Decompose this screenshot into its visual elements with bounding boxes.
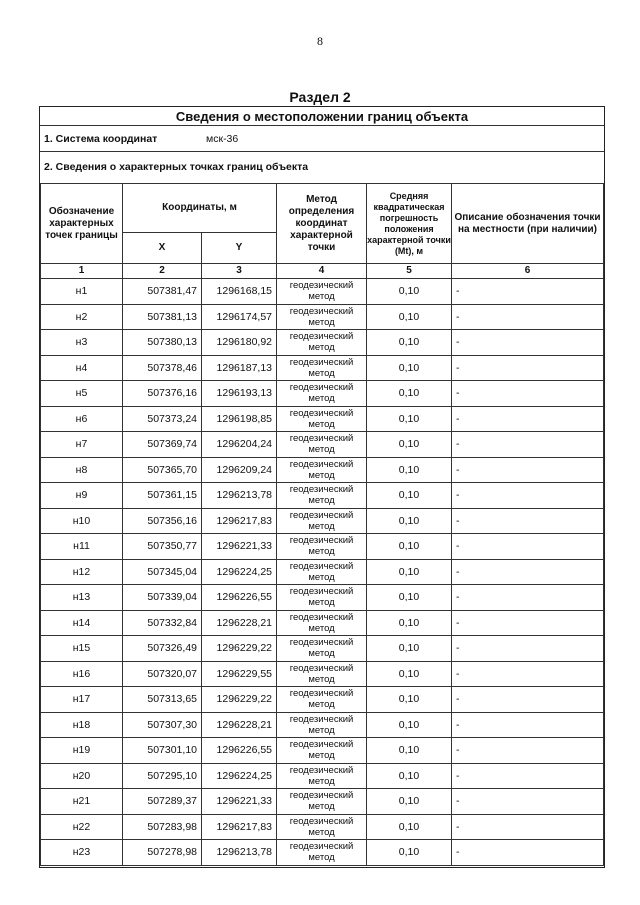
- mt-value-cell: 0,10: [367, 279, 452, 305]
- method-cell: геодезический метод: [277, 330, 367, 356]
- method-cell: геодезический метод: [277, 355, 367, 381]
- x-coord-cell: 507373,24: [123, 406, 202, 432]
- boundary-form: [39, 106, 605, 868]
- col-method-header: Метод определения координат характерной точки: [277, 184, 367, 264]
- mt-value-cell: 0,10: [367, 534, 452, 560]
- col-designation-header: Обозначение характерных точек границы: [41, 184, 123, 264]
- section-title: Раздел 2: [289, 89, 351, 105]
- table-row: [41, 738, 604, 764]
- x-coord-cell: 507307,30: [123, 712, 202, 738]
- point-id-cell: н23: [41, 840, 123, 866]
- table-row: [41, 406, 604, 432]
- table-body: [41, 279, 604, 866]
- point-id-cell: н22: [41, 814, 123, 840]
- description-cell: -: [452, 712, 604, 738]
- mt-value-cell: 0,10: [367, 738, 452, 764]
- mt-value-cell: 0,10: [367, 763, 452, 789]
- point-id-cell: н16: [41, 661, 123, 687]
- table-row: [41, 432, 604, 458]
- point-id-cell: н6: [41, 406, 123, 432]
- x-coord-cell: 507339,04: [123, 585, 202, 611]
- x-coord-cell: 507295,10: [123, 763, 202, 789]
- y-coord-cell: 1296217,83: [202, 508, 277, 534]
- y-coord-cell: 1296221,33: [202, 534, 277, 560]
- description-cell: -: [452, 763, 604, 789]
- y-coord-cell: 1296198,85: [202, 406, 277, 432]
- mt-value-cell: 0,10: [367, 585, 452, 611]
- y-coord-cell: 1296168,15: [202, 279, 277, 305]
- method-cell: геодезический метод: [277, 712, 367, 738]
- mt-value-cell: 0,10: [367, 406, 452, 432]
- table-row: [41, 814, 604, 840]
- x-coord-cell: 507361,15: [123, 483, 202, 509]
- point-id-cell: н12: [41, 559, 123, 585]
- x-coord-cell: 507320,07: [123, 661, 202, 687]
- y-coord-cell: 1296224,25: [202, 763, 277, 789]
- x-coord-cell: 507378,46: [123, 355, 202, 381]
- y-coord-cell: 1296221,33: [202, 789, 277, 815]
- method-cell: геодезический метод: [277, 687, 367, 713]
- col-error-header: Средняя квадратическая погрешность положения характерной точки (Mt), м: [367, 184, 452, 264]
- y-coord-cell: 1296226,55: [202, 738, 277, 764]
- mt-value-cell: 0,10: [367, 636, 452, 662]
- table-row: [41, 687, 604, 713]
- description-cell: -: [452, 406, 604, 432]
- mt-value-cell: 0,10: [367, 840, 452, 866]
- description-cell: -: [452, 508, 604, 534]
- col-description-header: Описание обозначения точки на местности (при наличии): [452, 184, 604, 264]
- mt-value-cell: 0,10: [367, 559, 452, 585]
- col-y-header: Y: [202, 233, 277, 264]
- point-id-cell: н19: [41, 738, 123, 764]
- method-cell: геодезический метод: [277, 457, 367, 483]
- mt-value-cell: 0,10: [367, 432, 452, 458]
- table-row: [41, 279, 604, 305]
- method-cell: геодезический метод: [277, 381, 367, 407]
- method-cell: геодезический метод: [277, 789, 367, 815]
- table-row: [41, 610, 604, 636]
- description-cell: -: [452, 687, 604, 713]
- col-x-header: X: [123, 233, 202, 264]
- y-coord-cell: 1296228,21: [202, 610, 277, 636]
- column-number: 2: [123, 264, 202, 279]
- x-coord-cell: 507381,47: [123, 279, 202, 305]
- method-cell: геодезический метод: [277, 432, 367, 458]
- description-cell: -: [452, 534, 604, 560]
- y-coord-cell: 1296213,78: [202, 483, 277, 509]
- point-id-cell: н3: [41, 330, 123, 356]
- description-cell: -: [452, 330, 604, 356]
- y-coord-cell: 1296174,57: [202, 304, 277, 330]
- column-number: 6: [452, 264, 604, 279]
- description-cell: -: [452, 483, 604, 509]
- mt-value-cell: 0,10: [367, 789, 452, 815]
- table-row: [41, 712, 604, 738]
- table-row: [41, 508, 604, 534]
- x-coord-cell: 507283,98: [123, 814, 202, 840]
- y-coord-cell: 1296204,24: [202, 432, 277, 458]
- point-id-cell: н18: [41, 712, 123, 738]
- method-cell: геодезический метод: [277, 585, 367, 611]
- mt-value-cell: 0,10: [367, 330, 452, 356]
- description-cell: -: [452, 814, 604, 840]
- description-cell: -: [452, 559, 604, 585]
- x-coord-cell: 507381,13: [123, 304, 202, 330]
- point-id-cell: н20: [41, 763, 123, 789]
- y-coord-cell: 1296180,92: [202, 330, 277, 356]
- page-number: 8: [317, 34, 323, 48]
- y-coord-cell: 1296213,78: [202, 840, 277, 866]
- table-row: [41, 661, 604, 687]
- method-cell: геодезический метод: [277, 636, 367, 662]
- table-row: [41, 355, 604, 381]
- y-coord-cell: 1296193,13: [202, 381, 277, 407]
- point-id-cell: н21: [41, 789, 123, 815]
- description-cell: -: [452, 304, 604, 330]
- mt-value-cell: 0,10: [367, 457, 452, 483]
- table-row: [41, 457, 604, 483]
- x-coord-cell: 507313,65: [123, 687, 202, 713]
- method-cell: геодезический метод: [277, 840, 367, 866]
- method-cell: геодезический метод: [277, 763, 367, 789]
- description-cell: -: [452, 432, 604, 458]
- point-id-cell: н11: [41, 534, 123, 560]
- table-row: [41, 483, 604, 509]
- description-cell: -: [452, 661, 604, 687]
- x-coord-cell: 507369,74: [123, 432, 202, 458]
- x-coord-cell: 507365,70: [123, 457, 202, 483]
- method-cell: геодезический метод: [277, 814, 367, 840]
- x-coord-cell: 507345,04: [123, 559, 202, 585]
- point-id-cell: н10: [41, 508, 123, 534]
- x-coord-cell: 507376,16: [123, 381, 202, 407]
- column-number: 3: [202, 264, 277, 279]
- y-coord-cell: 1296226,55: [202, 585, 277, 611]
- y-coord-cell: 1296187,13: [202, 355, 277, 381]
- points-label: 2. Сведения о характерных точках границ объекта: [44, 161, 309, 173]
- description-cell: -: [452, 585, 604, 611]
- coord-system-row: [40, 126, 604, 152]
- y-coord-cell: 1296209,24: [202, 457, 277, 483]
- mt-value-cell: 0,10: [367, 508, 452, 534]
- mt-value-cell: 0,10: [367, 712, 452, 738]
- col-coordinates-header: Координаты, м: [123, 184, 277, 233]
- description-cell: -: [452, 279, 604, 305]
- column-number: 5: [367, 264, 452, 279]
- method-cell: геодезический метод: [277, 534, 367, 560]
- mt-value-cell: 0,10: [367, 687, 452, 713]
- point-id-cell: н9: [41, 483, 123, 509]
- table-row: [41, 585, 604, 611]
- point-id-cell: н2: [41, 304, 123, 330]
- table-row: [41, 304, 604, 330]
- table-row: [41, 330, 604, 356]
- y-coord-cell: 1296229,22: [202, 687, 277, 713]
- table-row: [41, 789, 604, 815]
- mt-value-cell: 0,10: [367, 610, 452, 636]
- table-header-row: [41, 184, 604, 233]
- description-cell: -: [452, 457, 604, 483]
- method-cell: геодезический метод: [277, 508, 367, 534]
- method-cell: геодезический метод: [277, 661, 367, 687]
- coord-system-value: мск-36: [206, 133, 239, 145]
- point-id-cell: н4: [41, 355, 123, 381]
- point-id-cell: н15: [41, 636, 123, 662]
- mt-value-cell: 0,10: [367, 304, 452, 330]
- point-id-cell: н14: [41, 610, 123, 636]
- method-cell: геодезический метод: [277, 738, 367, 764]
- mt-value-cell: 0,10: [367, 381, 452, 407]
- point-id-cell: н5: [41, 381, 123, 407]
- y-coord-cell: 1296224,25: [202, 559, 277, 585]
- description-cell: -: [452, 636, 604, 662]
- x-coord-cell: 507332,84: [123, 610, 202, 636]
- point-id-cell: н17: [41, 687, 123, 713]
- y-coord-cell: 1296229,55: [202, 661, 277, 687]
- method-cell: геодезический метод: [277, 406, 367, 432]
- point-id-cell: н13: [41, 585, 123, 611]
- mt-value-cell: 0,10: [367, 661, 452, 687]
- table-row: [41, 381, 604, 407]
- form-header: Сведения о местоположении границ объекта: [40, 107, 604, 126]
- y-coord-cell: 1296229,22: [202, 636, 277, 662]
- mt-value-cell: 0,10: [367, 355, 452, 381]
- x-coord-cell: 507289,37: [123, 789, 202, 815]
- x-coord-cell: 507350,77: [123, 534, 202, 560]
- method-cell: геодезический метод: [277, 304, 367, 330]
- description-cell: -: [452, 789, 604, 815]
- column-numbers-row: [41, 264, 604, 279]
- table-row: [41, 636, 604, 662]
- y-coord-cell: 1296217,83: [202, 814, 277, 840]
- description-cell: -: [452, 381, 604, 407]
- coord-system-label: 1. Система координат: [44, 133, 158, 145]
- mt-value-cell: 0,10: [367, 814, 452, 840]
- point-id-cell: н7: [41, 432, 123, 458]
- method-cell: геодезический метод: [277, 559, 367, 585]
- description-cell: -: [452, 840, 604, 866]
- description-cell: -: [452, 738, 604, 764]
- table-row: [41, 559, 604, 585]
- column-number: 4: [277, 264, 367, 279]
- x-coord-cell: 507356,16: [123, 508, 202, 534]
- table-row: [41, 534, 604, 560]
- description-cell: -: [452, 610, 604, 636]
- description-cell: -: [452, 355, 604, 381]
- table-row: [41, 763, 604, 789]
- point-id-cell: н8: [41, 457, 123, 483]
- method-cell: геодезический метод: [277, 610, 367, 636]
- table-row: [41, 840, 604, 866]
- x-coord-cell: 507326,49: [123, 636, 202, 662]
- y-coord-cell: 1296228,21: [202, 712, 277, 738]
- points-table: [40, 183, 604, 866]
- x-coord-cell: 507278,98: [123, 840, 202, 866]
- point-id-cell: н1: [41, 279, 123, 305]
- x-coord-cell: 507380,13: [123, 330, 202, 356]
- method-cell: геодезический метод: [277, 483, 367, 509]
- mt-value-cell: 0,10: [367, 483, 452, 509]
- x-coord-cell: 507301,10: [123, 738, 202, 764]
- column-number: 1: [41, 264, 123, 279]
- method-cell: геодезический метод: [277, 279, 367, 305]
